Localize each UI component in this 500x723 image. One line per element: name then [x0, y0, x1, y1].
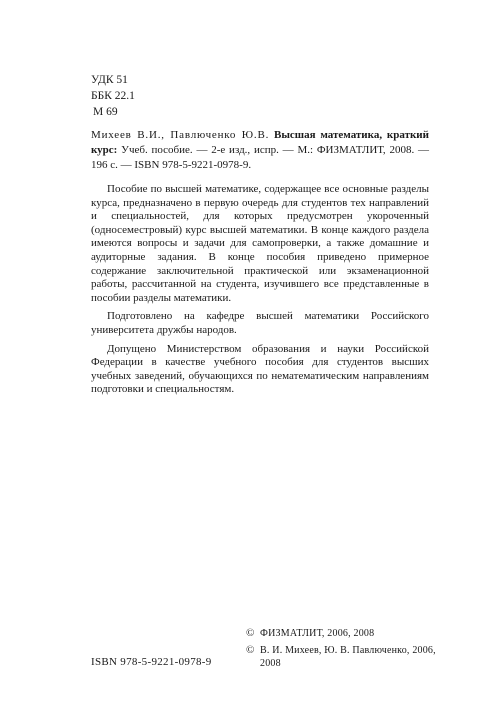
copyright-icon: © — [246, 627, 255, 639]
publication-details: Учеб. пособие. — 2-е изд., испр. — М.: ФИЗМАТЛИТ, 2008. — 196 с. — ISBN 978-5-9221-0978-9. — [91, 144, 429, 171]
copyright-icon: © — [246, 643, 255, 656]
book-title: Высшая математика, краткий курс: — [91, 129, 429, 156]
authors: Михеев В.И., Павлюченко Ю.В. — [91, 129, 270, 141]
udk-code: УДК 51 — [91, 74, 128, 86]
annotation-paragraph: Подготовлено на кафедре высшей математики Российского университета дружбы народов. — [91, 310, 429, 336]
bbk-code: ББК 22.1 — [91, 90, 135, 102]
annotation-paragraph: Пособие по высшей математике, содержащее все основные разделы курса, предназначено в первую очередь для студентов тех направлений и специальностей, для которых предусмотрен укороченный (односеместровый) курс высшей математики. В конце каждого раздела имеются вопросы и задачи для самопроверки, а также домашние и аудиторные задания. В конце пособия приведено примерное содержание заключительной практической или экзаменационной работы, рассчитанной на студента, изучившего все представленные в пособии разделы математики. — [91, 183, 429, 304]
isbn: ISBN 978-5-9221-0978-9 — [91, 656, 212, 668]
annotation — [91, 183, 429, 402]
copyright-line — [246, 644, 436, 671]
copyright-authors: В. И. Михеев, Ю. В. Павлюченко, 2006, 2008 — [260, 644, 436, 669]
copyright-line — [246, 627, 436, 641]
copyright-publisher: ФИЗМАТЛИТ, 2006, 2008 — [260, 628, 375, 639]
bibliographic-record — [91, 128, 429, 173]
author-mark: М 69 — [93, 106, 118, 118]
classification-block — [91, 72, 135, 120]
copyright-block — [246, 627, 436, 674]
annotation-paragraph: Допущено Министерством образования и науки Российской Федерации в качестве учебного пособия для студентов высших учебных заведений, обучающихся по нематематическим направлениям подготовки и специальностям. — [91, 342, 429, 396]
